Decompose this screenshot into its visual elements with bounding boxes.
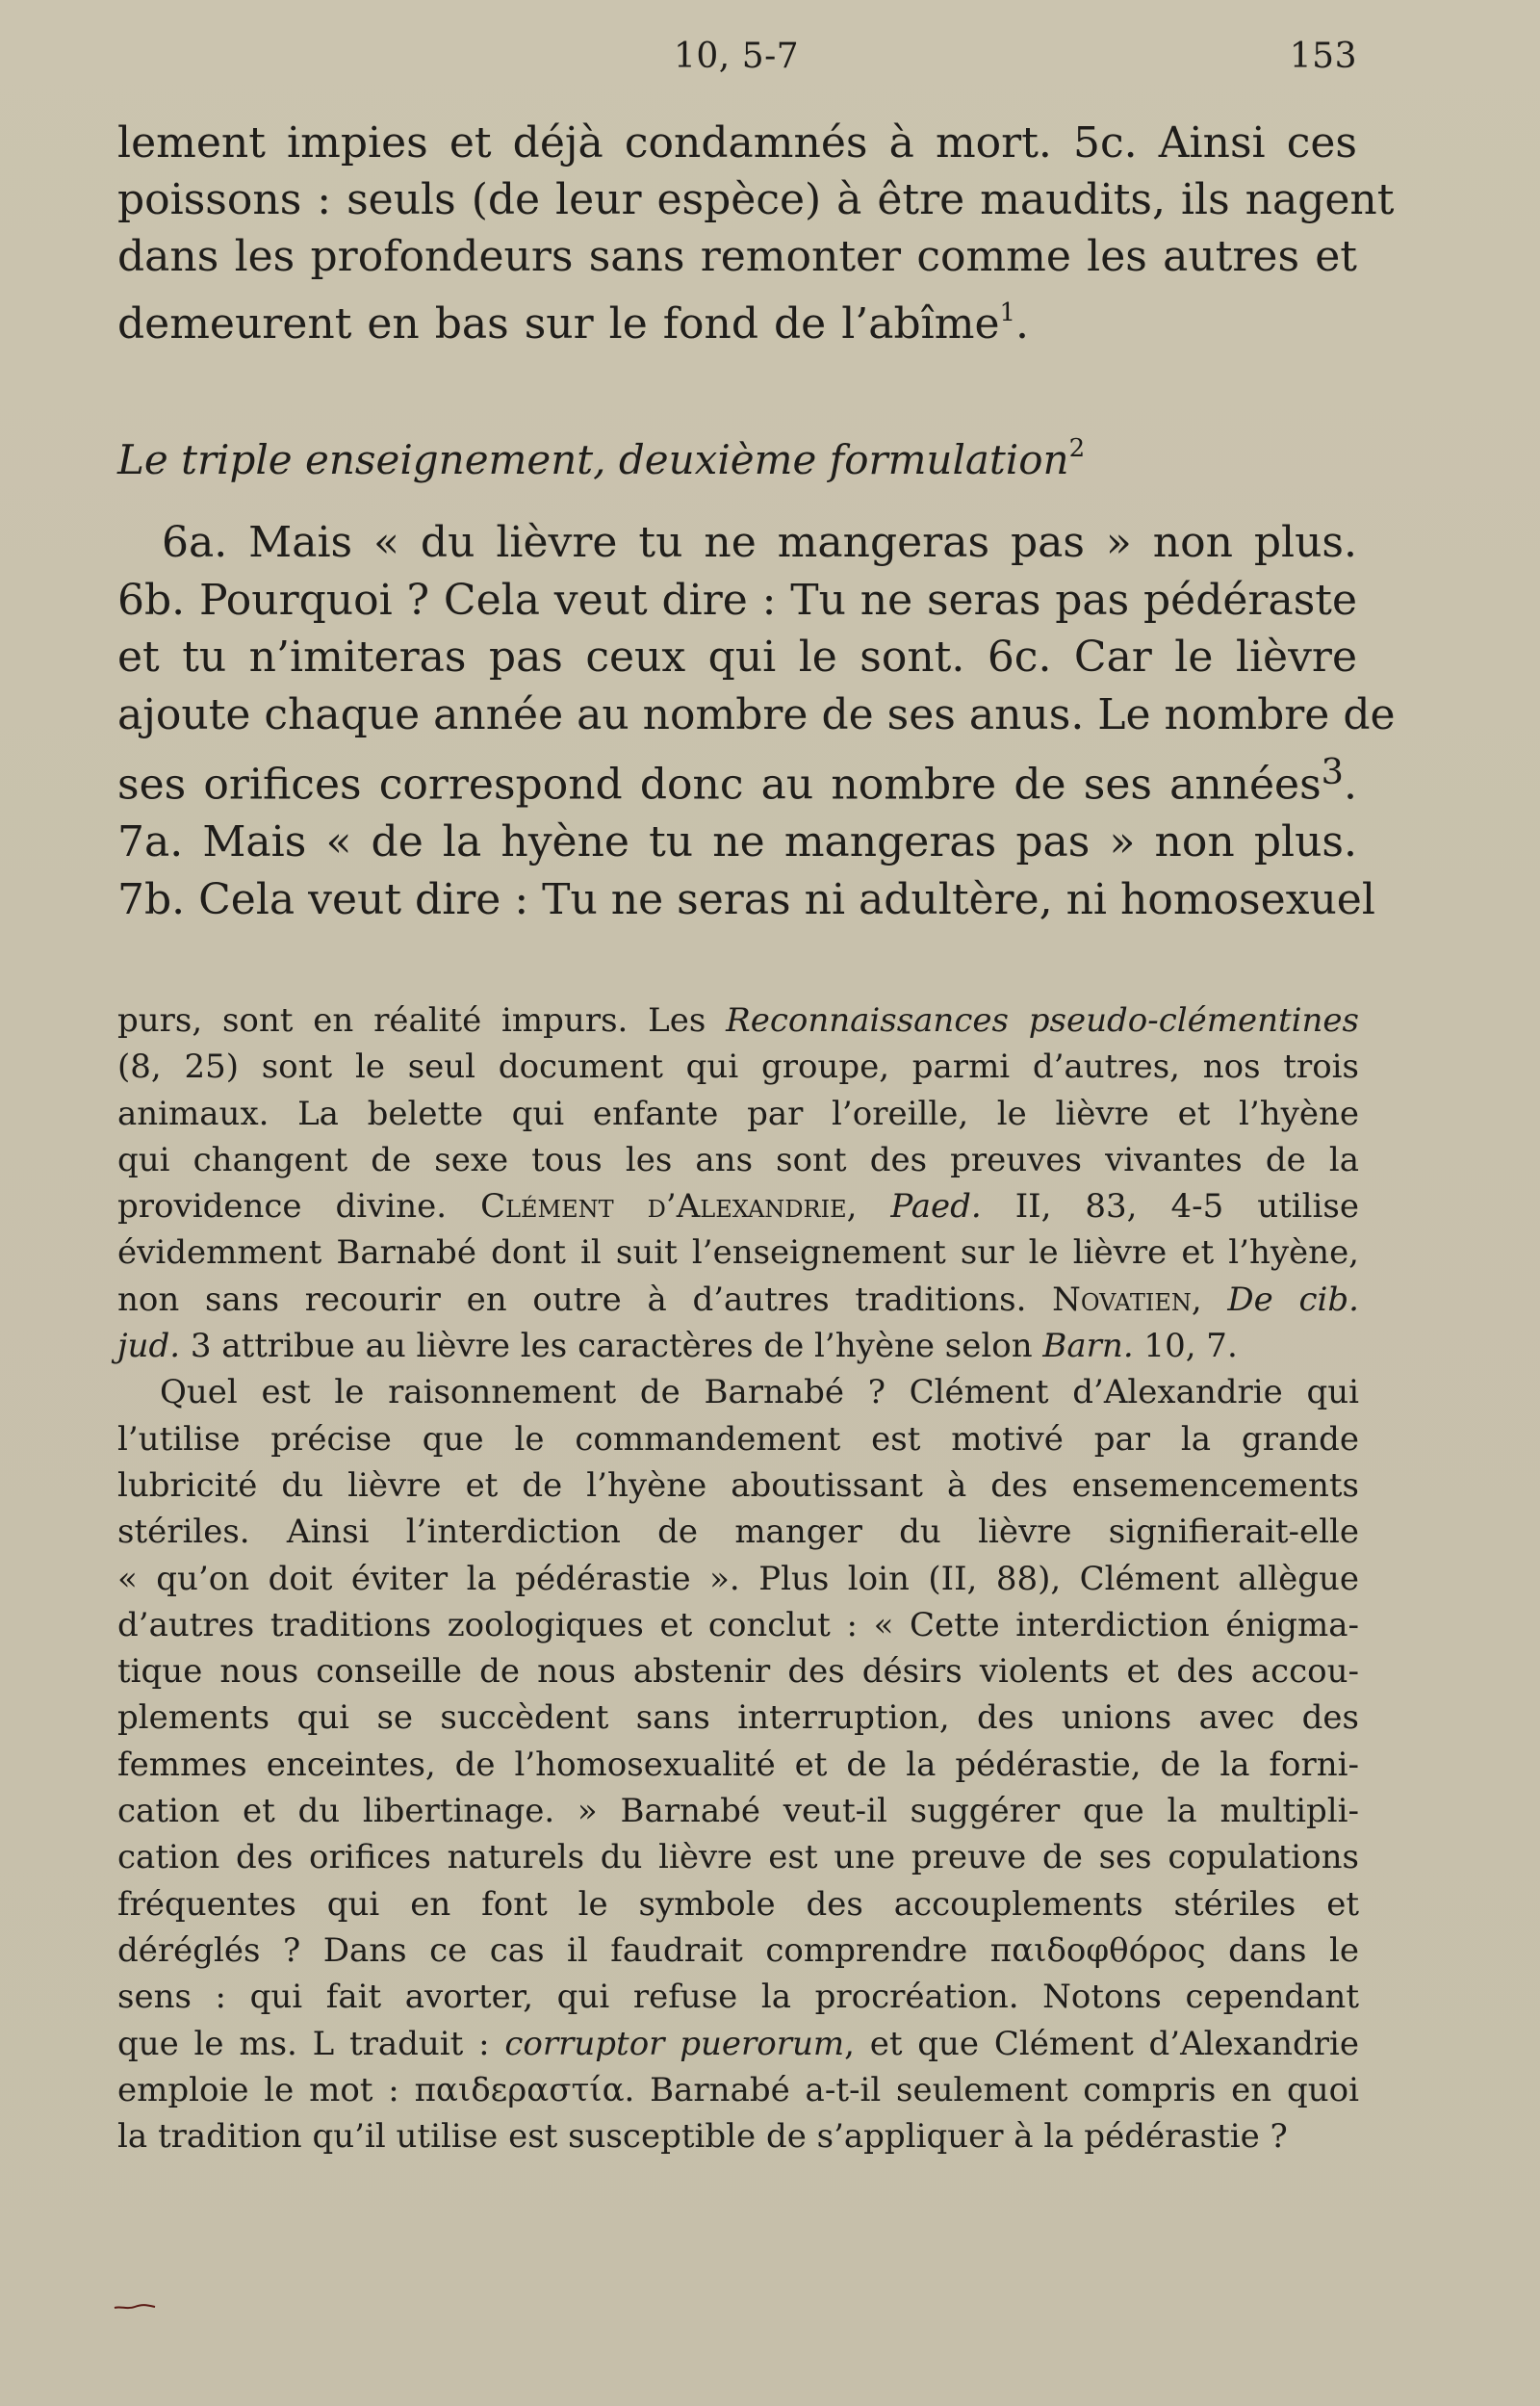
text-line: lement impies et déjà condamnés à mort. 5c. Ainsi ces xyxy=(117,118,1357,168)
note-line: cation des orifices naturels du lièvre est une preuve de ses copulations xyxy=(117,1838,1359,1877)
note-line: Quel est le raisonnement de Barnabé ? Clément d’Alexandrie qui xyxy=(160,1373,1359,1412)
ink-mark xyxy=(114,2303,156,2311)
note-line: cation et du libertinage. » Barnabé veut-il suggérer que la multipli- xyxy=(117,1792,1359,1831)
note-line: fréquentes qui en font le symbole des accouplements stériles et xyxy=(117,1884,1359,1924)
page-number: 153 xyxy=(1289,37,1357,76)
note-line: qui changent de sexe tous les ans sont des preuves vivantes de la xyxy=(117,1140,1359,1179)
note-text: non sans recourir en outre à d’autres traditions. xyxy=(117,1280,1053,1319)
note-line xyxy=(117,1277,1359,1323)
text-line-content: demeurent en bas sur le fond de l’abîme xyxy=(117,299,1000,349)
note-text: II, 83, 4-5 utilise xyxy=(981,1187,1359,1227)
footnote-ref: 1 xyxy=(999,298,1016,328)
note-line: évidemment Barnabé dont il suit l’enseignement sur le lièvre et l’hyène, xyxy=(117,1233,1359,1273)
note-title: Paed. xyxy=(890,1187,982,1227)
text-line: et tu n’imiteras pas ceux qui le sont. 6c. Car le lièvre xyxy=(117,633,1357,682)
note-line: la tradition qu’il utilise est susceptible de s’appliquer à la pédérastie ? xyxy=(117,2117,1288,2157)
text-line xyxy=(117,743,1357,814)
note-title: De cib. xyxy=(1227,1280,1359,1319)
note-line: animaux. La belette qui enfante par l’oreille, le lièvre et l’hyène xyxy=(117,1094,1359,1133)
punctuation: . xyxy=(1344,760,1357,810)
running-head xyxy=(116,37,1357,85)
note-line: plements qui se succèdent sans interruption, des unions avec des xyxy=(117,1698,1359,1738)
note-title: Barn. xyxy=(1042,1327,1134,1366)
note-text: , xyxy=(1191,1280,1228,1319)
note-line: l’utilise précise que le commandement est motivé par la grande xyxy=(117,1419,1359,1459)
note-text: que le ms. L traduit : xyxy=(117,2024,505,2063)
text-line: 7b. Cela veut dire : Tu ne seras ni adultère, ni homosexuel xyxy=(117,874,1375,924)
footnotes-block xyxy=(117,997,1359,2160)
note-line xyxy=(117,997,1359,1044)
section-title-text: Le triple enseignement, deuxième formulation xyxy=(117,436,1069,483)
author-name: Novatien xyxy=(1052,1280,1192,1319)
main-text-block-2 xyxy=(117,514,1396,928)
note-title: corruptor puerorum xyxy=(504,2024,845,2063)
footnote-ref: 3 xyxy=(1321,751,1344,792)
text-line: 7a. Mais « de la hyène tu ne mangeras pas » non plus. xyxy=(117,817,1357,867)
note-text: purs, sont en réalité impurs. Les xyxy=(117,1001,727,1040)
note-line: d’autres traditions zoologiques et conclut : « Cette interdiction énigma- xyxy=(117,1605,1359,1644)
note-line: lubricité du lièvre et de l’hyène aboutissant à des ensemencements xyxy=(117,1465,1359,1505)
note-title: Reconnaissances pseudo-clémentines xyxy=(726,1001,1359,1040)
text-line: dans les profondeurs sans remonter comme les autres et xyxy=(117,231,1357,281)
note-text: , xyxy=(846,1187,891,1227)
note-line: stériles. Ainsi l’interdiction de manger du lièvre signifierait-elle xyxy=(117,1513,1359,1552)
note-line: déréglés ? Dans ce cas il faudrait comprendre παιδοφθόρος dans le xyxy=(117,1930,1359,1970)
footnote-ref: 2 xyxy=(1068,434,1086,463)
note-text: 3 attribue au lièvre les caractères de l’hyène selon xyxy=(180,1327,1043,1366)
main-text-block-1 xyxy=(117,116,1395,353)
text-line: poissons : seuls (de leur espèce) à être maudits, ils nagent xyxy=(117,174,1395,224)
note-text: , et que Clément d’Alexandrie xyxy=(844,2024,1359,2063)
note-line: sens : qui fait avorter, qui refuse la procréation. Notons cependant xyxy=(117,1978,1359,2017)
punctuation: . xyxy=(1015,299,1030,349)
author-name: Clément d’Alexandrie xyxy=(480,1187,847,1227)
text-line: 6a. Mais « du lièvre tu ne mangeras pas » non plus. xyxy=(162,518,1357,567)
text-line: ajoute chaque année au nombre de ses anus. Le nombre de xyxy=(117,689,1396,739)
text-line: 6b. Pourquoi ? Cela veut dire : Tu ne seras pas pédéraste xyxy=(117,575,1357,625)
section-title xyxy=(117,420,1085,489)
note-line: femmes enceintes, de l’homosexualité et de la pédérastie, de la forni- xyxy=(117,1745,1359,1784)
note-line xyxy=(117,1323,1359,1369)
text-line xyxy=(117,285,1357,353)
note-title: jud. xyxy=(117,1327,181,1366)
note-line: « qu’on doit éviter la pédérastie ». Plus loin (II, 88), Clément allègue xyxy=(117,1559,1359,1598)
note-line xyxy=(117,1183,1359,1229)
note-line: emploie le mot : παιδεραστία. Barnabé a-t-il seulement compris en quoi xyxy=(117,2070,1359,2109)
text-line-content: ses orifices correspond donc au nombre de ses années xyxy=(117,760,1322,810)
note-line: (8, 25) sont le seul document qui groupe, parmi d’autres, nos trois xyxy=(117,1048,1359,1087)
note-line: tique nous conseille de nous abstenir des désirs violents et des accou- xyxy=(117,1652,1359,1692)
note-line xyxy=(117,2021,1359,2067)
chapter-reference: 10, 5-7 xyxy=(674,37,800,76)
note-text: providence divine. xyxy=(117,1187,481,1227)
note-text: 10, 7. xyxy=(1133,1327,1238,1366)
